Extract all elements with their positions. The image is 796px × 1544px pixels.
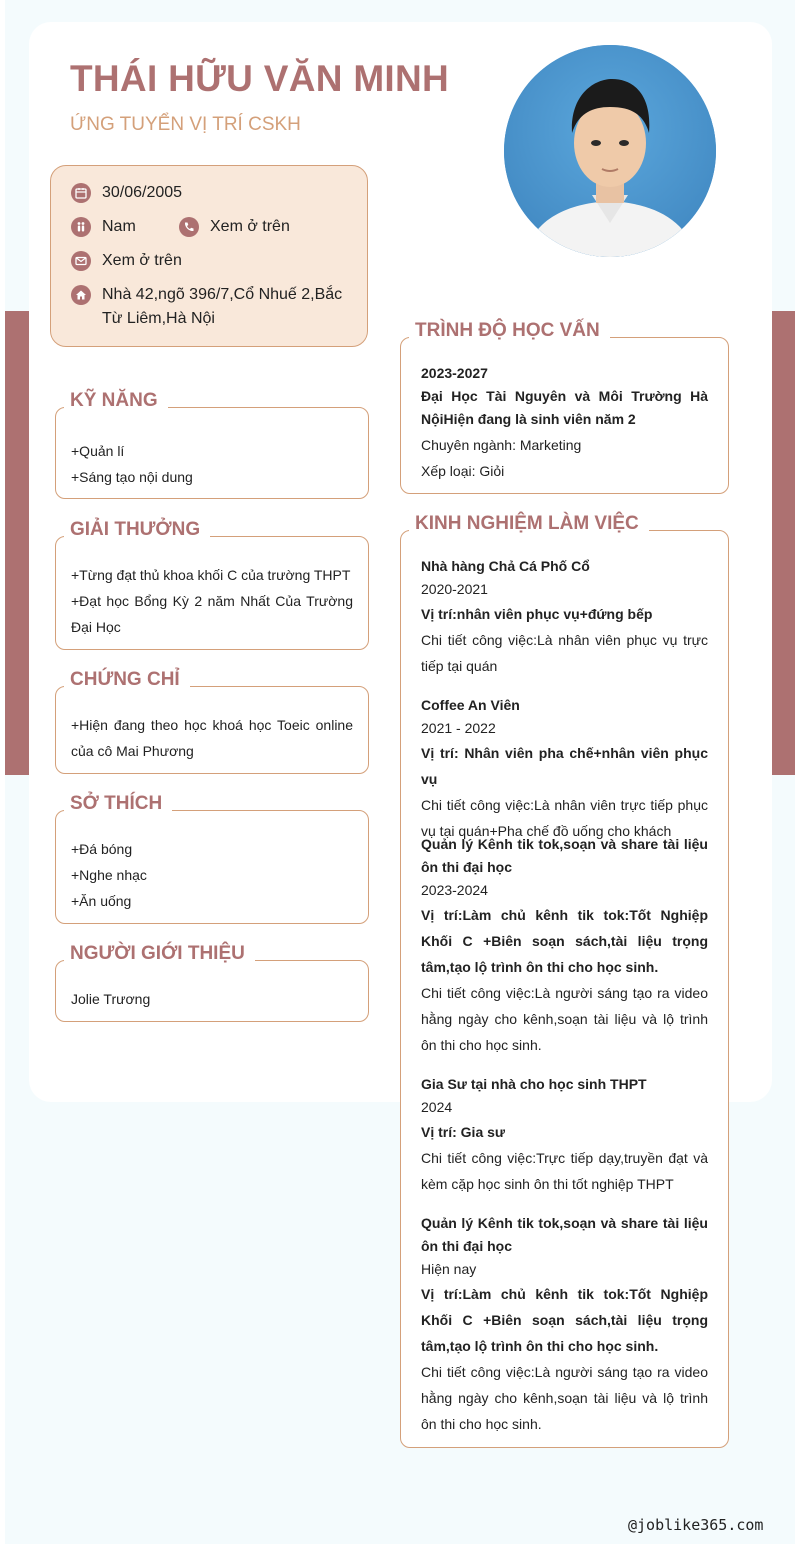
job-detail: Chi tiết công việc:Trực tiếp dạy,truyền đạt và kèm cặp học sinh ôn thi tốt nghiệp THPT: [421, 1150, 708, 1192]
job-period: 2021 - 2022: [421, 720, 496, 736]
job-company: Coffee An Viên: [421, 697, 520, 713]
hobby-item: +Ăn uống: [71, 893, 132, 909]
job-detail: Chi tiết công việc:Là nhân viên phục vụ trực tiếp tại quán: [421, 632, 708, 674]
skills-list: [71, 438, 353, 490]
phone-row: [179, 215, 290, 239]
hobbies-list: [71, 836, 353, 914]
job-period: 2023-2024: [421, 882, 488, 898]
gender-row: [71, 215, 136, 239]
job-role: Vị trí:Làm chủ kênh tik tok:Tốt Nghiệp Khối C +Biên soạn sách,tài liệu trọng tâm,tạo lộ trình ôn thi cho học sinh.: [421, 907, 708, 975]
calendar-icon: [71, 183, 91, 203]
education-title: TRÌNH ĐỘ HỌC VẤN: [409, 318, 610, 344]
accent-band-right: [772, 311, 795, 775]
birthday-row: [71, 181, 182, 205]
education-section: [400, 320, 729, 494]
email-value: Xem ở trên: [102, 252, 182, 269]
education-major: Chuyên ngành: Marketing: [421, 437, 582, 453]
skills-title: KỸ NĂNG: [64, 388, 168, 414]
candidate-name: THÁI HỮU VĂN MINH: [70, 58, 450, 99]
awards-list: [71, 562, 353, 640]
applied-position: ỨNG TUYỂN VỊ TRÍ CSKH: [70, 114, 301, 135]
job-company: Gia Sư tại nhà cho học sinh THPT: [421, 1076, 647, 1092]
hobby-item: +Nghe nhạc: [71, 867, 147, 883]
reference-item: Jolie Trương: [71, 991, 151, 1007]
job-detail: Chi tiết công việc:Là nhân viên trực tiếp phục vụ tại quán+Pha chế đồ uống cho khách: [421, 797, 708, 839]
footer-watermark: @joblike365.com: [628, 1516, 764, 1534]
job-role: Vị trí:Làm chủ kênh tik tok:Tốt Nghiệp Khối C +Biên soạn sách,tài liệu trọng tâm,tạo lộ trình ôn thi cho học sinh.: [421, 1286, 708, 1354]
certificates-list: [71, 712, 353, 764]
references-list: [71, 986, 353, 1012]
job-detail: Chi tiết công việc:Là người sáng tạo ra video hằng ngày cho kênh,soạn tài liệu và lộ trình ôn thi cho học sinh.: [421, 985, 708, 1053]
job-period: 2020-2021: [421, 581, 488, 597]
job-period: 2024: [421, 1099, 453, 1115]
education-school: Đại Học Tài Nguyên và Môi Trường Hà NộiHiện đang là sinh viên năm 2: [421, 388, 708, 427]
job-entry: [421, 555, 708, 679]
education-body: [421, 362, 708, 484]
accent-band-left: [5, 311, 29, 775]
job-entry: [421, 833, 708, 1058]
references-title: NGƯỜI GIỚI THIỆU: [64, 941, 255, 967]
job-detail: Chi tiết công việc:Là người sáng tạo ra video hằng ngày cho kênh,soạn tài liệu và lộ trình ôn thi cho học sinh.: [421, 1364, 708, 1432]
experience-section: [400, 513, 729, 1448]
job-entry: [421, 1073, 708, 1197]
education-years: 2023-2027: [421, 365, 488, 381]
job-company: Nhà hàng Chả Cá Phố Cổ: [421, 558, 590, 574]
phone-value: Xem ở trên: [210, 218, 290, 235]
birthday-value: 30/06/2005: [102, 184, 183, 201]
email-row: [71, 249, 182, 273]
hobbies-section: [55, 793, 369, 924]
job-role: Vị trí: Gia sư: [421, 1124, 506, 1140]
address-line-1: Nhà 42,ngõ 396/7,Cổ Nhuế 2,Bắc: [102, 286, 343, 303]
contact-info-box: [50, 165, 368, 347]
skill-item: +Quản lí: [71, 443, 125, 459]
hobbies-title: SỞ THÍCH: [64, 791, 172, 817]
home-icon: [71, 285, 91, 305]
address-value: [102, 283, 342, 331]
awards-title: GIẢI THƯỞNG: [64, 517, 210, 543]
job-company: Quản lý Kênh tik tok,soạn và share tài liệu ôn thi đại học: [421, 1215, 708, 1254]
job-entry: [421, 694, 708, 844]
address-line-2: Từ Liêm,Hà Nội: [102, 310, 215, 327]
certificates-title: CHỨNG CHỈ: [64, 667, 190, 693]
references-section: [55, 943, 369, 1022]
profile-photo: [504, 45, 716, 257]
address-row: [71, 283, 342, 331]
certificates-section: [55, 669, 369, 774]
education-grade: Xếp loại: Giỏi: [421, 463, 505, 479]
job-company: Quản lý Kênh tik tok,soạn và share tài liệu ôn thi đại học: [421, 836, 708, 875]
hobby-item: +Đá bóng: [71, 841, 133, 857]
job-role: Vị trí: Nhân viên pha chế+nhân viên phục vụ: [421, 745, 708, 787]
email-icon: [71, 251, 91, 271]
gender-icon: [71, 217, 91, 237]
awards-section: [55, 519, 369, 650]
experience-title: KINH NGHIỆM LÀM VIỆC: [409, 511, 649, 537]
phone-icon: [179, 217, 199, 237]
award-item: +Từng đạt thủ khoa khối C của trường THPT: [71, 567, 351, 583]
job-entry: [421, 1212, 708, 1437]
skill-item: +Sáng tạo nội dung: [71, 469, 193, 485]
job-role: Vị trí:nhân viên phục vụ+đứng bếp: [421, 606, 653, 622]
portrait-illustration: [504, 45, 716, 257]
job-period: Hiện nay: [421, 1261, 477, 1277]
gender-value: Nam: [102, 218, 136, 235]
certificate-item: +Hiện đang theo học khoá học Toeic online của cô Mai Phương: [71, 717, 353, 759]
skills-section: [55, 390, 369, 499]
award-item: +Đạt học Bổng Kỳ 2 năm Nhất Của Trường Đại Học: [71, 593, 353, 635]
